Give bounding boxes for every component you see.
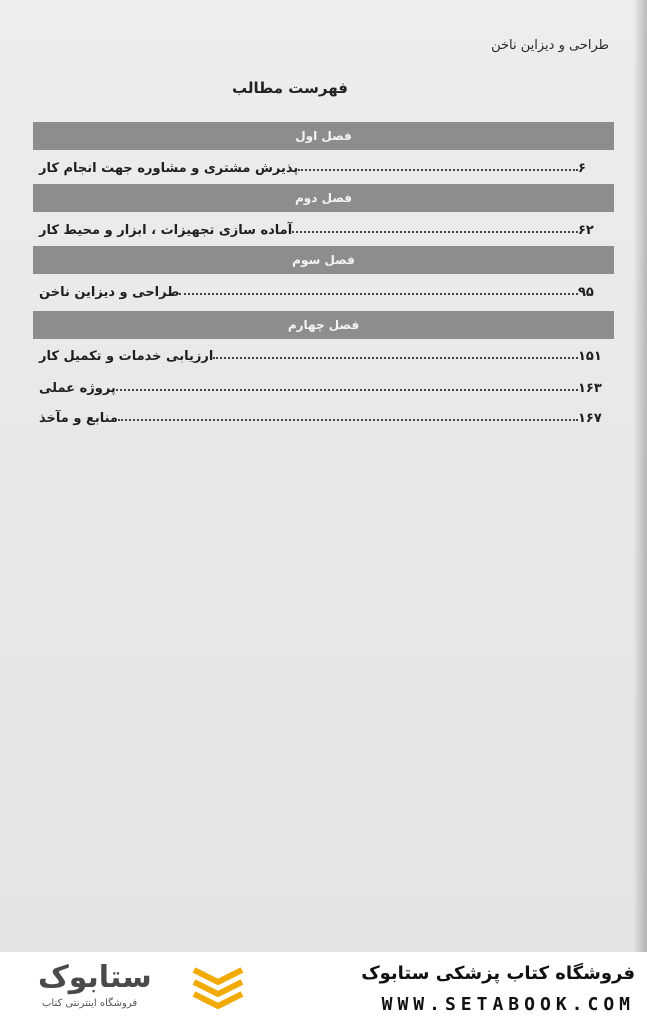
toc-entry-title: ارزیابی خدمات و تکمیل کار [39, 349, 214, 364]
dot-leader [213, 357, 578, 359]
dot-leader [298, 169, 578, 171]
chapter-bar-4 [33, 311, 614, 339]
toc-entry [33, 216, 614, 238]
toc-entry-title: پذیرش مشتری و مشاوره جهت انجام کار [39, 161, 299, 176]
toc-entry-page: ۱۵۱ [578, 349, 602, 364]
dot-leader [179, 293, 578, 295]
chapter-bar-1 [33, 122, 614, 150]
running-title: طراحی و دیزاین ناخن [491, 38, 609, 53]
toc-entry-page: ۱۶۳ [578, 381, 602, 396]
toc-heading: فهرست مطالب [232, 79, 348, 97]
toc-entry [33, 404, 614, 426]
logo-subtitle: فروشگاه اینترنتی کتاب [42, 998, 138, 1009]
toc-entry-title: آماده سازی تجهیزات ، ابزار و محیط کار [39, 223, 293, 238]
toc-entry [33, 278, 614, 300]
chapter-label: فصل سوم [292, 253, 355, 267]
toc-entry [33, 342, 614, 364]
chapter-label: فصل اول [295, 129, 352, 143]
toc-entry [33, 374, 614, 396]
toc-entry-page: ۶ [578, 161, 586, 176]
chapter-bar-2 [33, 184, 614, 212]
toc-entry-title: منابع و مآخذ [39, 411, 118, 426]
toc-entry-title: پروژه عملی [39, 381, 116, 396]
store-footer [0, 952, 647, 1024]
toc-entry [33, 154, 614, 176]
toc-entry-page: ۱۶۷ [578, 411, 602, 426]
chapter-bar-3 [33, 246, 614, 274]
logo-wordmark: ستابوک [38, 960, 152, 995]
store-name: فروشگاه کتاب پزشکی ستابوک [361, 963, 635, 984]
dot-leader [116, 389, 578, 391]
store-url[interactable]: WWW.SETABOOK.COM [381, 994, 635, 1015]
toc-entry-title: طراحی و دیزاین ناخن [39, 285, 180, 300]
chapter-label: فصل چهارم [287, 318, 360, 332]
stacked-chevrons-icon [190, 964, 246, 1012]
toc-entry-page: ۹۵ [578, 285, 594, 300]
dot-leader [118, 419, 578, 421]
toc-entry-page: ۶۲ [578, 223, 594, 238]
dot-leader [292, 231, 578, 233]
chapter-label: فصل دوم [295, 191, 352, 205]
